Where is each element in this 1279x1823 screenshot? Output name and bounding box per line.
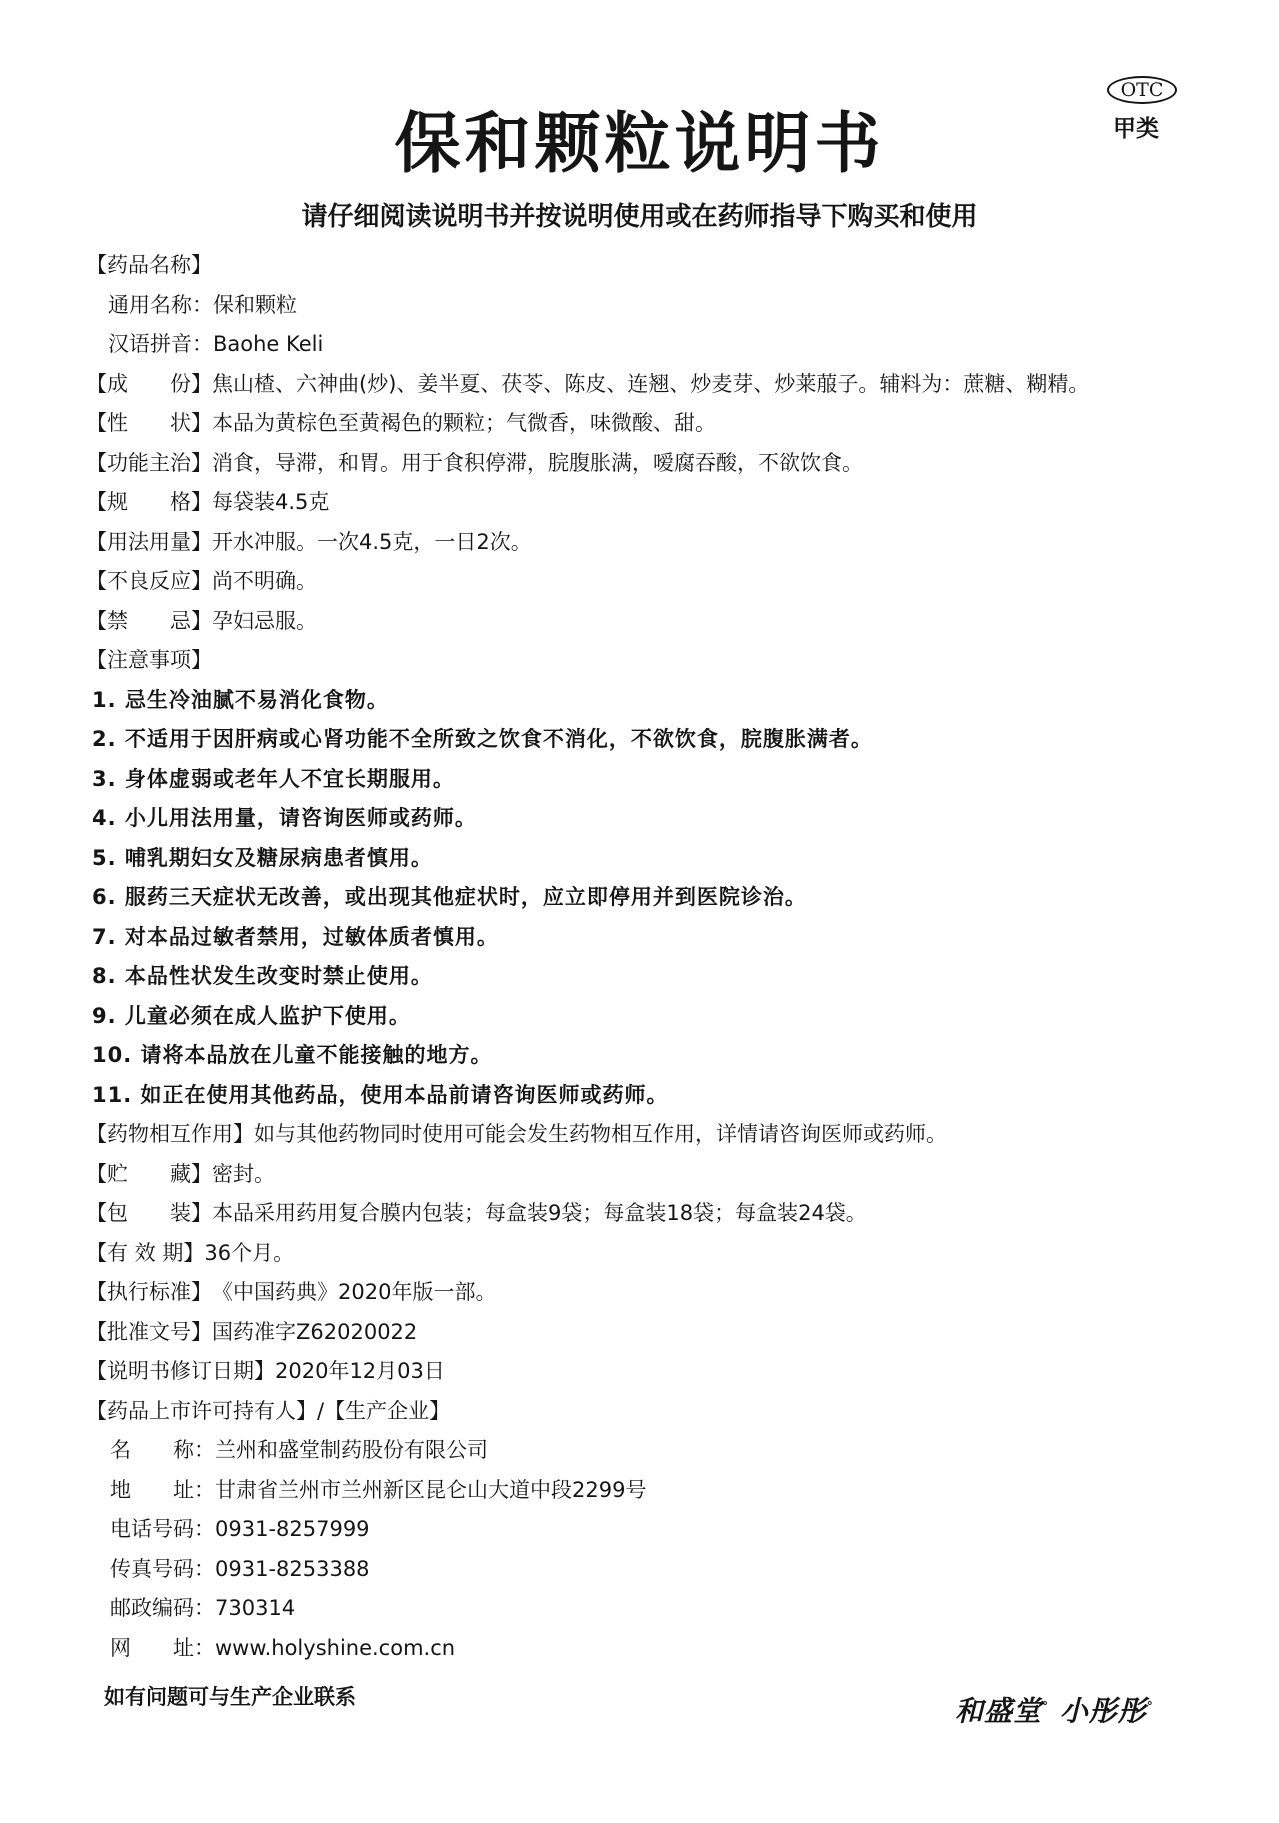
- registered-mark-icon: °: [1042, 1699, 1050, 1713]
- manufacturer-fax: [86, 1550, 1256, 1590]
- section-key: 【贮 藏】: [86, 1161, 212, 1186]
- section-interactions: [86, 1115, 1256, 1155]
- section-specification: [86, 483, 1256, 523]
- section-value: 本品为黄棕色至黄褐色的颗粒；气微香，味微酸、甜。: [212, 411, 716, 435]
- section-key: 【规 格】: [86, 490, 212, 514]
- registered-mark-icon: °: [1146, 1699, 1154, 1713]
- section-value: 每袋装4.5克: [212, 490, 330, 514]
- section-description: [86, 404, 1256, 444]
- section-value: 36个月。: [204, 1240, 295, 1265]
- section-value: 开水冲服。一次4.5克，一日2次。: [212, 529, 532, 554]
- section-value: 密封。: [212, 1161, 275, 1186]
- field-key: 名 称：: [110, 1438, 215, 1462]
- section-key: 【说明书修订日期】: [86, 1359, 275, 1383]
- section-key: 【禁 忌】: [86, 608, 212, 633]
- precaution-item: 9. 儿童必须在成人监护下使用。: [92, 1003, 411, 1028]
- field-key: 邮政编码：: [110, 1596, 215, 1620]
- section-dosage: [86, 523, 1256, 563]
- precaution-item: 2. 不适用于因肝病或心肾功能不全所致之饮食不消化，不欲饮食，脘腹胀满者。: [92, 727, 873, 751]
- pinyin-name: 汉语拼音：Baohe Keli: [108, 332, 324, 356]
- manufacturer-website: [86, 1629, 1256, 1669]
- section-standard: [86, 1273, 1256, 1313]
- section-key: 【性 状】: [86, 411, 212, 435]
- field-key: 电话号码：: [110, 1517, 215, 1541]
- field-value: 0931-8253388: [215, 1556, 370, 1581]
- manufacturer-name: [86, 1431, 1256, 1471]
- manufacturer-postcode: [86, 1589, 1256, 1629]
- section-value: 如与其他药物同时使用可能会发生药物相互作用，详情请咨询医师或药师。: [254, 1122, 947, 1146]
- document-subtitle: 请仔细阅读说明书并按说明使用或在药师指导下购买和使用: [301, 202, 978, 232]
- brand-logo-part1: 和盛堂: [955, 1694, 1043, 1728]
- field-key: 网 址：: [110, 1635, 215, 1660]
- section-value: 2020年12月03日: [275, 1359, 445, 1383]
- section-key: 【有 效 期】: [86, 1240, 205, 1265]
- section-ingredients: [86, 365, 1256, 405]
- section-value: 孕妇忌服。: [212, 608, 317, 633]
- otc-badge: OTC: [1107, 76, 1177, 104]
- leaflet-body: [86, 246, 1256, 1668]
- section-approval: [86, 1313, 1256, 1353]
- section-value: 尚不明确。: [212, 569, 317, 593]
- section-storage: [86, 1155, 1256, 1195]
- precaution-item: 5. 哺乳期妇女及糖尿病患者慎用。: [92, 845, 433, 870]
- section-key: 【不良反应】: [86, 569, 212, 593]
- precaution-item: 6. 服药三天症状无改善，或出现其他症状时，应立即停用并到医院诊治。: [92, 885, 807, 909]
- field-value: 0931-8257999: [215, 1517, 370, 1541]
- precaution-item: 4. 小儿用法用量，请咨询医师或药师。: [92, 806, 477, 830]
- section-value: 《中国药典》2020年版一部。: [212, 1280, 497, 1304]
- precautions-heading: 【注意事项】: [86, 648, 212, 672]
- precaution-item: 10. 请将本品放在儿童不能接触的地方。: [92, 1043, 493, 1067]
- precaution-item: 1. 忌生冷油腻不易消化食物。: [92, 687, 389, 712]
- manufacturer-heading: 【药品上市许可持有人】/【生产企业】: [86, 1398, 451, 1423]
- drug-name-heading: 【药品名称】: [86, 253, 212, 277]
- precaution-item: 7. 对本品过敏者禁用，过敏体质者慎用。: [92, 924, 499, 949]
- precaution-item: 8. 本品性状发生改变时禁止使用。: [92, 964, 433, 988]
- section-key: 【用法用量】: [86, 529, 212, 554]
- section-key: 【批准文号】: [86, 1319, 212, 1344]
- field-value: www.holyshine.com.cn: [215, 1635, 456, 1660]
- document-title: 保和颗粒说明书: [394, 105, 885, 182]
- section-validity: [86, 1234, 1256, 1274]
- section-key: 【功能主治】: [86, 450, 212, 475]
- section-contraindications: [86, 602, 1256, 642]
- field-value: 730314: [215, 1596, 296, 1620]
- generic-name: 通用名称：保和颗粒: [108, 292, 297, 317]
- otc-class-label: 甲类: [1113, 116, 1159, 142]
- precaution-item: 11. 如正在使用其他药品，使用本品前请咨询医师或药师。: [92, 1082, 669, 1107]
- brand-logo: [955, 1688, 1154, 1729]
- brand-logo-part2: 小彤彤: [1059, 1694, 1147, 1728]
- contact-note: 如有问题可与生产企业联系: [104, 1685, 356, 1709]
- field-key: 传真号码：: [110, 1556, 215, 1581]
- section-adverse-reactions: [86, 562, 1256, 602]
- section-key: 【药物相互作用】: [86, 1122, 254, 1146]
- section-packaging: [86, 1194, 1256, 1234]
- section-key: 【成 份】: [86, 371, 212, 396]
- field-value: 兰州和盛堂制药股份有限公司: [215, 1438, 488, 1462]
- section-value: 本品采用药用复合膜内包装；每盒装9袋；每盒装18袋；每盒装24袋。: [212, 1201, 867, 1225]
- field-key: 地 址：: [110, 1477, 215, 1502]
- section-indications: [86, 444, 1256, 484]
- section-value: 消食，导滞，和胃。用于食积停滞，脘腹胀满，嗳腐吞酸，不欲饮食。: [212, 450, 863, 475]
- section-revision-date: [86, 1352, 1256, 1392]
- section-key: 【包 装】: [86, 1201, 212, 1225]
- field-value: 甘肃省兰州市兰州新区昆仑山大道中段2299号: [215, 1477, 647, 1502]
- manufacturer-address: [86, 1471, 1256, 1511]
- section-value: 国药准字Z62020022: [212, 1319, 418, 1344]
- precaution-item: 3. 身体虚弱或老年人不宜长期服用。: [92, 766, 455, 791]
- section-value: 焦山楂、六神曲(炒)、姜半夏、茯苓、陈皮、连翘、炒麦芽、炒莱菔子。辅料为：蔗糖、糊精。: [212, 371, 1090, 396]
- section-key: 【执行标准】: [86, 1280, 212, 1304]
- manufacturer-phone: [86, 1510, 1256, 1550]
